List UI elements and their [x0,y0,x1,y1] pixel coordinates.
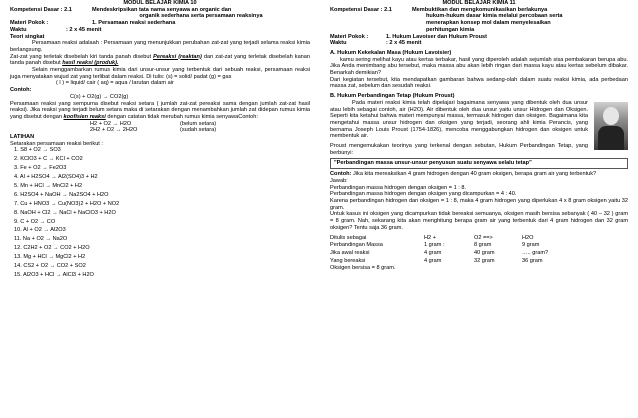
reaction-item: 13. Mg + HCl → MgCl2 + H2 [14,254,86,261]
ratio-table-cell: Ditulis sebagai [330,234,367,241]
right-kd-text4: perhitungan kimia [426,26,475,33]
ratio-table-cell: 40 gram [474,249,495,256]
right-kd-text2: hukum-hukum dasar kimia melalui percobaan serta [426,13,563,20]
ratio-table-row [330,265,574,273]
right-page [330,0,628,273]
ratio-table-row [330,242,574,250]
reaction-item: 2. KClO3 + C → KCl + CO2 [14,156,83,163]
reaction-item: 10. Al + O2 → Al2O3 [14,227,66,234]
ratio-table-cell: 36 gram [522,257,543,264]
left-term-reaktan: Pereaksi (reaktan) [153,53,202,60]
right-header: MODUL BELAJAR KIMIA 11 [442,0,516,6]
ratio-table-cell [522,265,574,273]
left-materi-label: Materi Pokok : [10,20,49,27]
left-kd-text1: Mendeskripsikan tata nama senyawa an organic dan [92,6,232,13]
section-a-title: A. Hukum Kekekalan Masa (Hukum Lavoisier) [330,49,452,56]
ratio-table-cell: Perbandingan Massa [330,242,383,249]
reaction-item: 9. C + O2 → CO [14,218,56,225]
ratio-table-row [330,235,574,243]
ratio-table-row [330,250,574,258]
ratio-table-cell: Yang bereaksi [330,257,366,264]
left-ex2a: H2 + O2 → H2O [90,120,132,127]
left-waktu-label: Waktu [10,26,27,33]
left-teori-title: Teori singkat [10,33,45,40]
right-kd-label: Kompetensi Dasar : 2.1 [330,6,392,13]
ratio-table-cell [424,265,474,273]
section-a-paragraph: kamu sering melihat kayu atau kertas terbakar, hasil yang diperoleh adalah sejumlah sisa pembakaran berupa abu. Jika Anda menimbang abu tersebut, maka massa abu akan lebih ringan dari massa kayu atau kertas sebelum dibakar. Benarkah demikian? [330,56,628,77]
reaction-item: 15. Al2O3 + HCl → AlCl3 + H2O [14,271,94,278]
right-kd-text3: menerapkan konsep mol dalam menyelesaikan [426,20,551,27]
jawab-lines [330,185,628,232]
ratio-table-cell: 4 gram [424,249,442,256]
ratio-table [330,235,574,274]
reaction-item: 11. Na + O2 → Na2O [14,236,68,243]
left-term-produk: hasil reaksi (produk). [62,60,119,67]
left-header: MODUL BELAJAR KIMIA 10 [123,0,197,6]
jawab-line: Karena perbandingan hidrogen dan oksigen = 1 : 8, maka 4 gram hidrogen yang diperlukan 4 x 8 gram oksigen yaitu 32 gram. [330,197,628,211]
ratio-table-cell: 1 gram : [424,242,445,249]
left-kd-label: Kompetensi Dasar : 2.1 [10,6,72,13]
left-contoh: Contoh: [10,87,32,94]
section-b-title: B. Hukum Perbandingan Tetap (Hukum Proust) [330,93,455,100]
right-kd-text1: Membuktikan dan mengkomunikasikan berlakunya [412,6,548,13]
left-page [10,0,310,281]
ratio-table-cell: H2O [522,234,534,241]
reaction-item: 4. Al + H2SO4 → Al2(SO4)3 + H2 [14,174,98,181]
section-b-paragraph: Pada materi reaksi kimia telah dipelajari bagaimana senyawa yang dibentuk oleh dua unsur atau lebih sebagai contoh, air (H2O). Air dibentuk oleh dua unsur yaitu unsur Hidrogen dan Oksigen. Seperti kita ketahui bahwa materi mempunyai massa, termasuk hidrogen dan oksigen. Bagaimana kita mengetahui massa unsur hidrogen dan oksigen yang terjadi, seorang ahli kimia Perancis, yang bernama Joseph Louis Proust (1754-1826), mencoba menggabungkan hidrogen dan oksigen untuk membentuk air. [330,99,588,140]
ratio-table-cell: Jika awal reaksi [330,249,370,256]
section-a-paragraph2: Dari kegiatan tersebut, kita mendapatkan gambaran bahwa sedang-olah dalam suatu reaksi kimia, ada perbedaan massa zat, sebelum dan sesudah reaksi. [330,76,628,90]
ratio-table-cell: 32 gram [474,257,495,264]
ratio-table-row [330,258,574,266]
ratio-table-cell: H2 + [424,234,436,241]
right-materi-text: 1. Hukum Lavoiser dan Hukum Proust [386,33,488,40]
jawab-line: Perbandingan massa hidrogen dengan oksigen yang dicampurkan = 4 : 40. [330,191,517,198]
left-p4: Persamaan reaksi yang sempurna disebut reaksi setara ( jumlah zat-zat pereaksi sama dengan jumlah zat-zat hasil reaksi). Jika reaksi yang terjadi belum setara maka di setarakan dengan menambahkan jumlah zat didepan rumus kimia yang disebut dengan koofisien reaksi dengan catatan tidak merubah rumus kimia senyawaContoh: [10,100,310,120]
ratio-table-cell: Oksigen bersisa = 8 gram. [330,265,396,272]
reaction-item: 7. Cu + HNO3 → Cu(NO3)2 + H2O + NO2 [14,200,120,207]
left-p2: Zat-zat yang terletak disebelah kiri tanda panah disebut Pereaksi (reaktan) dan zat-zat yang terletak disebelah kanan tanda panah disebut hasil reaksi (produk). [10,53,311,67]
reaction-item: 3. Fe + O2 → Fe2O3 [14,165,67,172]
reaction-list [10,147,310,278]
left-ex2b: 2H2 + O2 → 2H2O [90,127,138,134]
jawab-line: Perbandingan massa hidrogen dengan oksigen = 1 : 8. [330,184,467,191]
reaction-item: 6. H2SO4 + NaOH → Na2SO4 + H2O [14,191,109,198]
left-latihan-intro: Setarakan persamaan reaksi berikut : [10,140,103,147]
left-ex2b-note: (sudah setara) [180,127,217,134]
left-p1: Persamaan reaksi adalaah : Persamaan yang menunjukkan perubahan zat-zat yang terjadi selama reaksi kimia berlangsung. [10,40,310,53]
left-latihan-title: LATIHAN [10,134,35,141]
ratio-table-cell: 8 gram [474,242,492,249]
right-waktu-text: : 2 x 45 menit [386,40,422,47]
left-waktu-text: : 2 x 45 menit [66,26,102,33]
left-p3b: ( l ) = liquid/ cair ( aq) = aqua / larutan dalam air [56,80,174,87]
left-ex2a-note: (belum setara) [180,120,217,127]
reaction-item: 14. CS2 + O2 → CO2 + SO2 [14,263,86,270]
reaction-item: 5. Mn + HCl → MnCl2 + H2 [14,183,83,190]
right-waktu-label: Waktu [330,40,347,47]
ratio-table-cell: ….. gram? [522,249,549,256]
left-kd-text2: organik sederhana serta persamaan reaksinya [139,13,263,20]
left-ex1: C(s) + O2(g) → CO2(g) [70,93,129,100]
right-jawab: Jawab: [330,177,348,184]
reaction-item: 12. C2H2 + O2 → CO2 + H2O [14,245,90,252]
ratio-table-cell: 4 gram [424,257,442,264]
right-contoh: Contoh: Jika kita mereaksikan 4 gram hidrogen dengan 40 gram oksigen, berapa gram air yang terbentuk? [330,171,597,178]
right-materi-label: Materi Pokok : [330,33,369,40]
ratio-table-cell: 9 gram [522,242,540,249]
section-b-paragraph2: Proust mengemukakan teorinya yang terkenal dengan sebutan, Hukum Perbandingan Tetap, yang berbunyi: [330,143,588,156]
reaction-item: 8. NaOH + Cl2 → NaCl + NaClO3 + H2O [14,209,116,216]
ratio-table-cell: O2 ==> [474,234,493,241]
jawab-line: Untuk kasus ini oksigen yang dicampurkan tidak bereaksi semuanya, oksigen masih bersisa sebanyak ( 40 – 32 ) gram = 8 gram. Nah, sekarang kita akan menghitung berapa gram air yang terbentuk dari 4 gram hidrogen dan 32 gram oksigen? Tentu saja 36 gram. [330,211,628,231]
left-materi-text: 1. Persamaan reaksi sederhana [92,20,176,27]
left-p3: Selain menggambarkan rumus kimia dari unsur-unsur yang terbentuk dari sebuah reaksi, persamaan reaksi juga menyatakan wujud zat yang terlibat dalam reaksi. Di tulis: (s) = solid/ padat (g) = gas [10,67,310,80]
left-term-koefisien: koofisien reaksi [63,113,106,120]
proust-portrait-image [594,102,628,150]
reaction-item: 1. S8 + O2 → SO3 [14,147,61,154]
ratio-table-cell [474,265,522,273]
proust-law-quote: "Perbandingan massa unsur-unsur penyusun suatu senyawa selalu tetap" [330,158,628,169]
